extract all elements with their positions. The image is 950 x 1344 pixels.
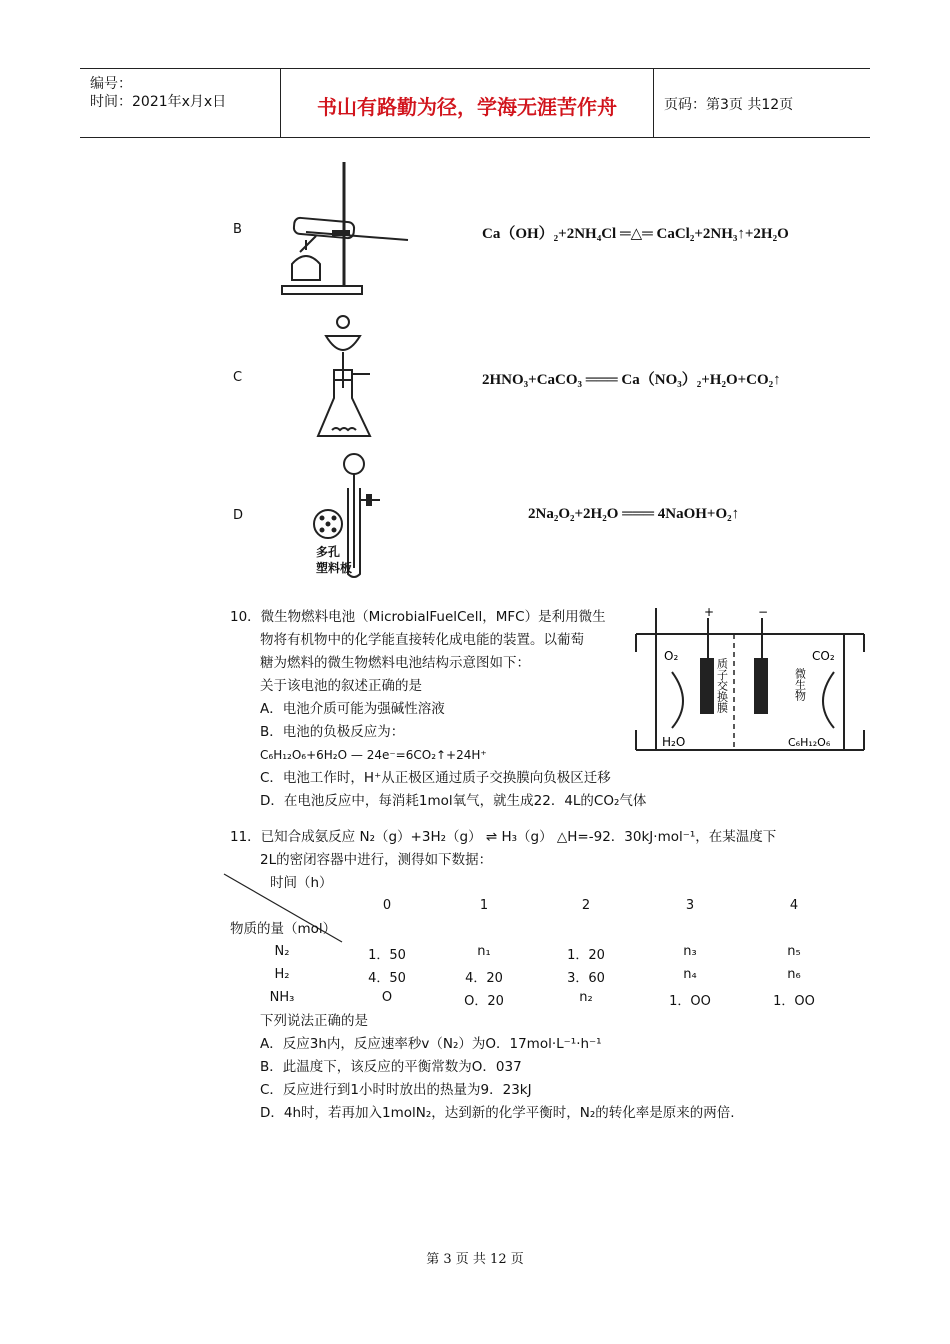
page-label: 页码：第3页 共12页 bbox=[664, 97, 794, 113]
q11-prompt: 下列说法正确的是 bbox=[260, 1013, 368, 1029]
q11-choices bbox=[260, 1010, 735, 1125]
q10-line: 物将有机物中的化学能直接转化成电能的装置。以葡萄 bbox=[260, 632, 584, 648]
table-header-cell: 1 bbox=[479, 898, 489, 913]
motto: 书山有路勤为径，学海无涯苦作舟 bbox=[317, 95, 617, 119]
q11-option-d: D．4h时，若再加入1molN₂，达到新的化学平衡时，N₂的转化率是原来的两倍. bbox=[260, 1105, 735, 1121]
equation-d: 2Na₂O₂+2H₂O ═══ 4NaOH+O₂↑ bbox=[528, 506, 740, 522]
table-cell: n₁ bbox=[477, 944, 491, 959]
h2o-label: H₂O bbox=[662, 735, 686, 749]
equation-b: Ca（OH）₂+2NH₄Cl ═△═ CaCl₂+2NH₃↑+2H₂O bbox=[482, 226, 789, 242]
q10-line: 糖为燃料的微生物燃料电池结构示意图如下： bbox=[260, 655, 530, 671]
o2-label: O₂ bbox=[664, 649, 679, 663]
q11-stem: 2L的密闭容器中进行，测得如下数据： bbox=[260, 852, 493, 868]
table-cell: n₂ bbox=[579, 990, 593, 1005]
table-cell: 1．OO bbox=[669, 994, 711, 1009]
table-cell: n₅ bbox=[787, 944, 801, 959]
table-header-cell: 2 bbox=[581, 898, 591, 913]
header-page-cell bbox=[654, 69, 870, 137]
table-cell: 1．20 bbox=[567, 948, 605, 963]
plus-sign: + bbox=[704, 606, 715, 619]
table-cell: n₆ bbox=[787, 967, 801, 982]
table-header-cell: 0 bbox=[382, 898, 392, 913]
table-row-label: N₂ bbox=[274, 944, 290, 959]
q10-line: 10．微生物燃料电池（MicrobialFuelCell，MFC）是利用微生 bbox=[230, 609, 606, 625]
fuel-cell-diagram bbox=[634, 606, 866, 756]
q10-option-d: D．在电池反应中，每消耗1mol氧气，就生成22．4L的CO₂气体 bbox=[260, 793, 647, 809]
page-header bbox=[80, 68, 870, 138]
table-cell: 4．50 bbox=[368, 971, 406, 986]
table-header-cell: 3 bbox=[685, 898, 695, 913]
table-cell: 1．50 bbox=[368, 948, 406, 963]
minus-sign: − bbox=[758, 606, 769, 619]
table-cell: n₃ bbox=[683, 944, 697, 959]
option-letter: B bbox=[233, 222, 242, 237]
q10-option-b: B．电池的负极反应为： bbox=[260, 724, 405, 740]
time-label: 时间：2021年x月x日 bbox=[90, 94, 227, 110]
perforated-plate-label: 多孔 塑料板 bbox=[316, 545, 353, 575]
table-row-label: NH₃ bbox=[269, 990, 295, 1005]
table-cell: O．20 bbox=[464, 994, 504, 1009]
q11-option-a: A．反应3h内，反应速率秒v（N₂）为O．17mol·L⁻¹·h⁻¹ bbox=[260, 1036, 602, 1052]
code-label: 编号： bbox=[90, 76, 132, 92]
apparatus-b-diagram bbox=[276, 160, 416, 300]
header-motto-cell bbox=[281, 69, 654, 137]
table-cell: 4．20 bbox=[465, 971, 503, 986]
table-corner-amount: 物质的量（mol） bbox=[230, 921, 337, 937]
q10-option-a: A．电池介质可能为强碱性溶液 bbox=[260, 701, 445, 717]
glucose-label: C₆H₁₂O₆ bbox=[788, 736, 831, 749]
apparatus-c-diagram bbox=[312, 312, 392, 444]
q11-option-b: B．此温度下，该反应的平衡常数为O．037 bbox=[260, 1059, 522, 1075]
table-cell: 3．60 bbox=[567, 971, 605, 986]
membrane-label: 质子交换膜 bbox=[715, 658, 729, 713]
question-10 bbox=[230, 606, 646, 813]
q11-option-c: C．反应进行到1小时时放出的热量为9．23kJ bbox=[260, 1082, 532, 1098]
table-cell: O bbox=[381, 990, 393, 1005]
microbe-label: 微生物 bbox=[793, 668, 807, 701]
co2-label: CO₂ bbox=[812, 649, 835, 663]
q11-stem: 11．已知合成氨反应 N₂（g）+3H₂（g） ⇌ H₃（g） △H=-92．30kJ·mol⁻¹，在某温度下 bbox=[230, 829, 777, 845]
q10-line: 关于该电池的叙述正确的是 bbox=[260, 678, 422, 694]
equation-c: 2HNO₃+CaCO₃ ═══ Ca（NO₃）₂+H₂O+CO₂↑ bbox=[482, 372, 781, 388]
q10-equation: C₆H₁₂O₆+6H₂O — 24e⁻=6CO₂↑+24H⁺ bbox=[260, 748, 487, 762]
option-letter: D bbox=[233, 508, 244, 523]
table-row-label: H₂ bbox=[274, 967, 290, 982]
table-cell: 1．OO bbox=[773, 994, 815, 1009]
table-corner-time: 时间（h） bbox=[270, 875, 333, 891]
header-meta-cell bbox=[80, 69, 281, 137]
option-letter: C bbox=[233, 370, 243, 385]
question-11 bbox=[230, 826, 776, 872]
page-footer: 第 3 页 共 12 页 bbox=[426, 1252, 524, 1267]
table-header-cell: 4 bbox=[789, 898, 799, 913]
q10-option-c: C．电池工作时，H⁺从正极区通过质子交换膜向负极区迁移 bbox=[260, 770, 611, 786]
table-cell: n₄ bbox=[683, 967, 697, 982]
